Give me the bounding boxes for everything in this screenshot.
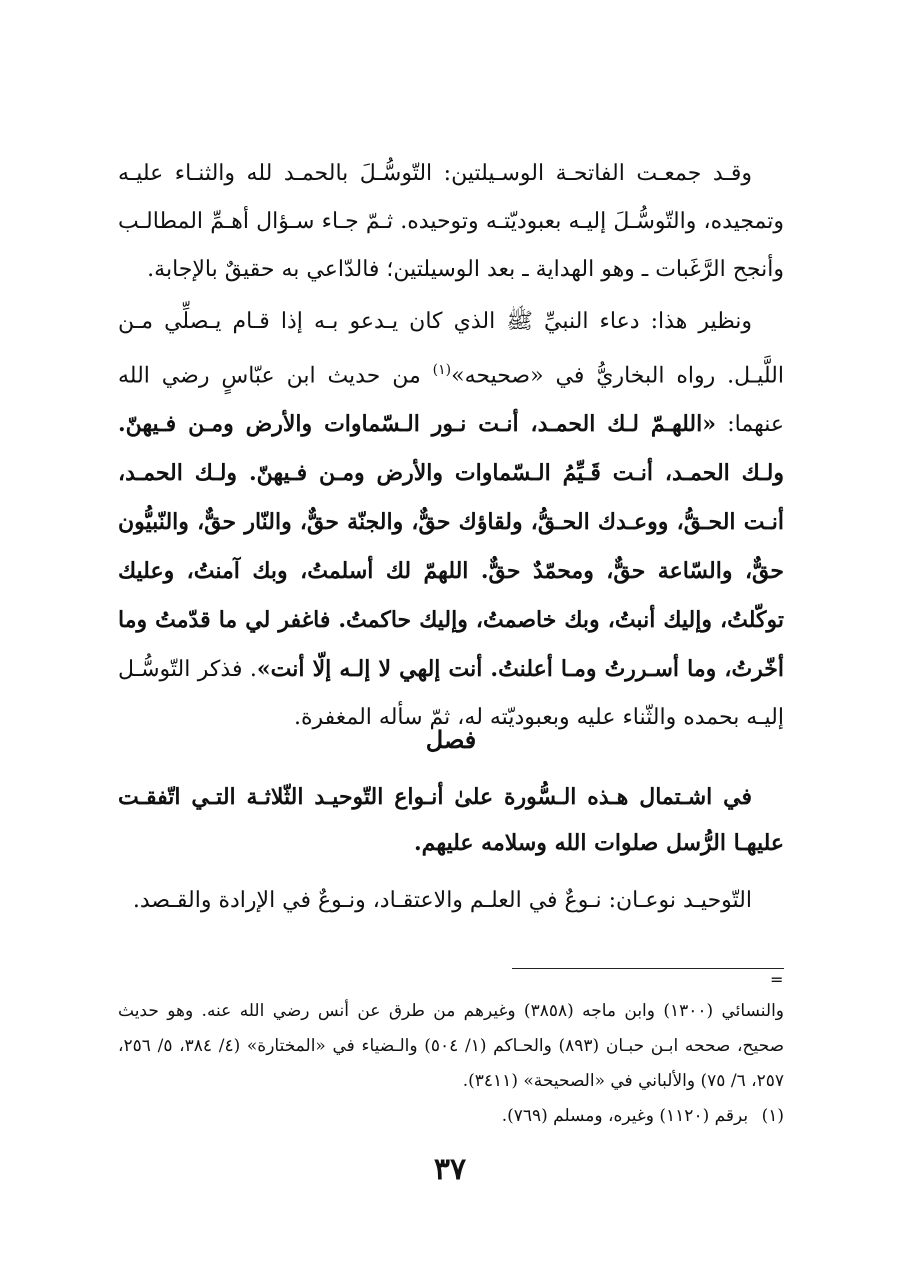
footnote-text: برقم (١١٢٠) وغيره، ومسلم (٧٦٩). [501,1106,749,1126]
paragraph-text: وقـد جمعـت الفاتحـة الوسـيلتين: التّوسُّـلَ بالحمـد لله والثنـاء عليـه وتمجيده، والتّوسُّـلَ إليـه بعبوديّتـه وتوحيده. ثـمّ جـاء سـؤال أهـمِّ المطالـب وأنجح الرَّغَبات ـ وهو الهداية ـ بعد الوسيلتين؛ فالدّاعي به حقيقٌ بالإجابة. [118,161,784,282]
footnote-continuation: والنسائي (١٣٠٠) وابن ماجه (٣٨٥٨) وغيرهم من طرق عن أنس رضي الله عنه. وهو حديث صحيح، صححه ابـن حبـان (٨٩٣) والحـاكم (١/ ٥٠٤) والـضياء في «المختارة» (٤/ ٣٨٤، ٥/ ٢٥٦، ٢٥٧، ٦/ ٧٥) والألباني في «الصحيحة» (٣٤١١). [118,1001,785,1091]
section-title: فصل [425,725,477,754]
paragraph-conclusion: . فذكر التّوسُّـل إليـه بحمده والثّناء عليه وبعبوديّته له، ثمّ سأله المغفرة. [118,657,784,731]
paragraph-tawhid-types: التّوحيـد نوعـان: نـوعٌ في العلـم والاعتقـاد، ونـوعٌ في الإرادة والقـصد. [132,888,752,913]
footnote-item [118,1099,784,1134]
paragraph-prophet-dua [118,298,784,742]
footnote-continuation-marker: = [770,970,784,989]
section-subtitle: في اشـتمال هـذه الـسُّورة علىٰ أنـواع التّوحيـد الثّلاثـة التـي اتّفقـت عليهـا الرُّسل صلوات الله وسلامه عليهم. [118,784,784,856]
paragraph-fatiha-wasila [118,150,784,294]
paragraph-intro: ونظير هذا: دعاء النبيِّ ﷺ الذي كان يـدعو بـه إذا قـام يـصلِّي مـن اللَّيـل. رواه البخاريُّ في «صحيحه» [118,309,784,389]
footnote-ref-1[interactable]: (١) [432,362,452,378]
page-number: ٣٧ [433,1152,467,1187]
paragraph-narrator: من حديث ابن عبّاسٍ رضي الله عنهما: [118,363,785,438]
footnote-divider [512,968,784,969]
footnotes [118,994,784,1134]
hadith-quote: «اللهـمّ لـك الحمـد، أنـت نـور الـسّماوات والأرض ومـن فـيهنّ. ولـك الحمـد، أنـت قَـيِّمُ الـسّماوات والأرض ومـن فـيهنّ. ولـك الحمـد، أنـت الحـقُّ، ووعـدك الحـقُّ، ولقاؤك حقٌّ، والجنّة حقٌّ، والنّار حقٌّ، والنّبيُّون حقٌّ، والسّاعة حقٌّ، ومحمّدٌ حقٌّ. اللهمّ لك أسلمتُ، وبك آمنتُ، وعليك توكّلتُ، وإليك أنبتُ، وبك خاصمتُ، وإليك حاكمتُ. فاغفر لي ما قدّمتُ وما أخّرتُ، وما أسـررتُ ومـا أعلنتُ. أنت إلهي لا إلـه إلّا أنت» [118,411,785,683]
footnote-number: (١) [761,1106,784,1126]
